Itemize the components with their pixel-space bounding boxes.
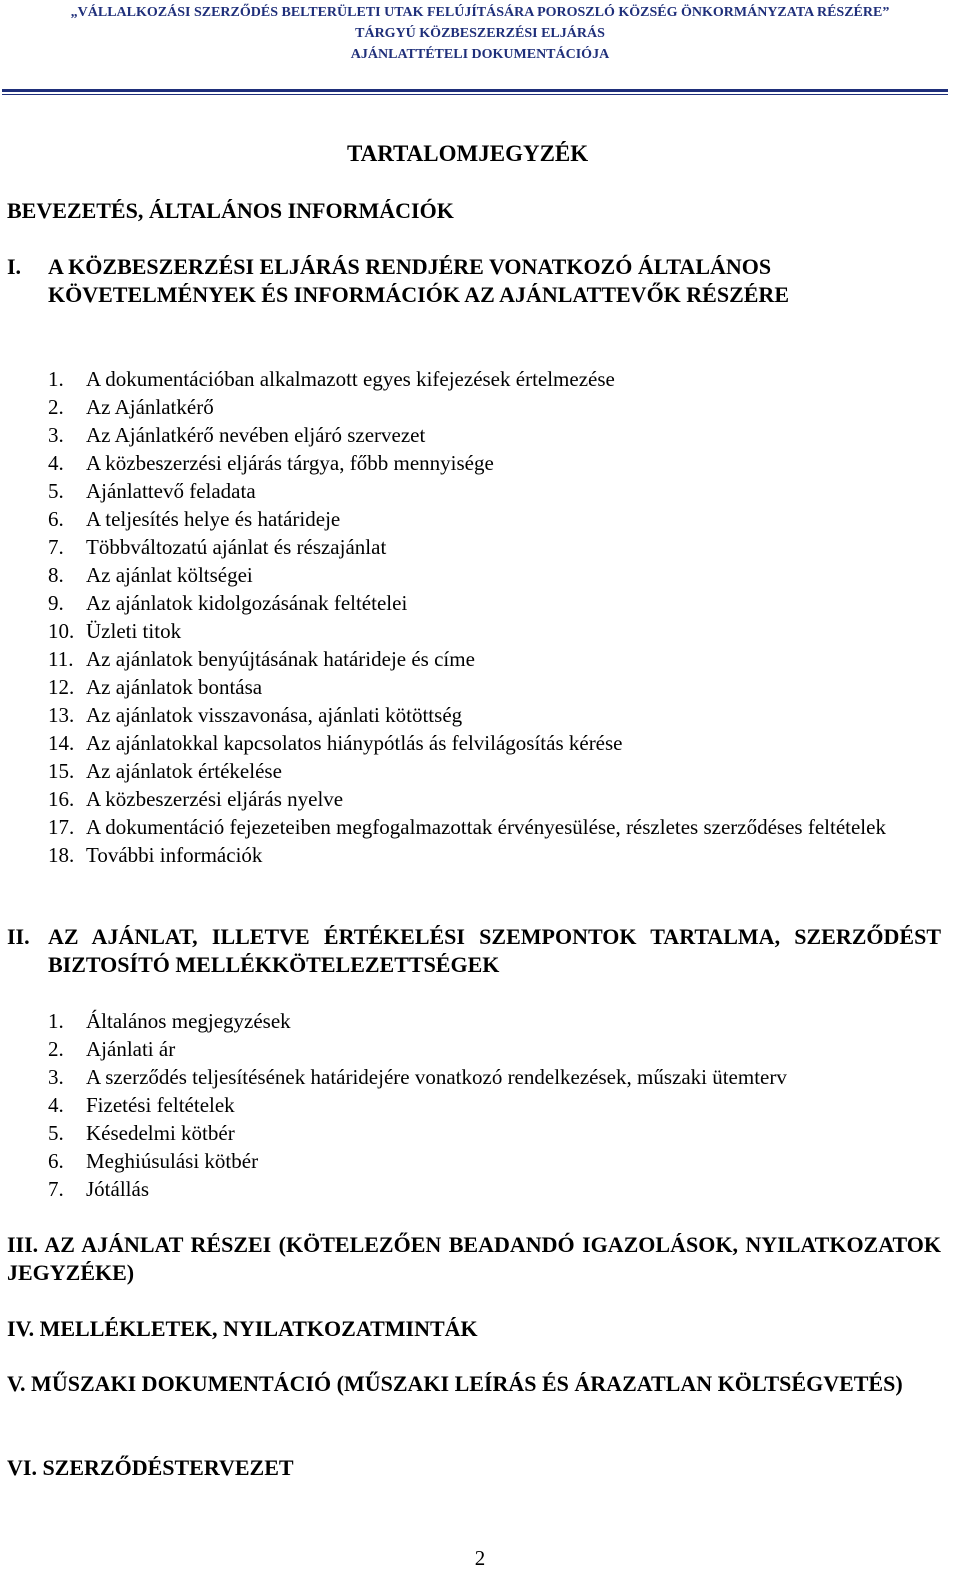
toc-item-text: A dokumentációban alkalmazott egyes kifejezések értelmezése <box>86 367 615 391</box>
section-number: II. <box>7 924 30 949</box>
toc-item-number: 4. <box>48 451 64 475</box>
toc-item-number: 15. <box>48 759 75 783</box>
section-number: I. <box>7 254 22 279</box>
toc-item <box>48 757 941 785</box>
toc-item <box>48 1147 941 1175</box>
toc-item-number: 11. <box>48 647 74 671</box>
toc-item-number: 12. <box>48 675 75 699</box>
toc-item-number: 16. <box>48 787 75 811</box>
toc-item-number: 17. <box>48 815 75 839</box>
header-line-3: AJÁNLATTÉTELI DOKUMENTÁCIÓJA <box>350 47 610 62</box>
toc-item <box>48 477 941 505</box>
toc-section-5-heading <box>7 1370 941 1398</box>
toc-item-text: Késedelmi kötbér <box>86 1121 235 1145</box>
toc-item-number: 13. <box>48 703 75 727</box>
toc-section-1-heading <box>7 253 941 309</box>
toc-item <box>48 617 941 645</box>
toc-item-number: 1. <box>48 1009 64 1033</box>
header-divider-thick <box>2 89 948 92</box>
toc-item-number: 14. <box>48 731 75 755</box>
document-header <box>0 0 960 65</box>
toc-item-number: 10. <box>48 619 75 643</box>
toc-item-text: A dokumentáció fejezeteiben megfogalmazottak érvényesülése, részletes szerződéses feltételek <box>86 815 886 839</box>
toc-item-number: 7. <box>48 535 64 559</box>
toc-section-2-list <box>48 1007 941 1203</box>
toc-item-number: 5. <box>48 1121 64 1145</box>
section-title: V. MŰSZAKI DOKUMENTÁCIÓ (MŰSZAKI LEÍRÁS ÉS ÁRAZATLAN KÖLTSÉGVETÉS) <box>7 1371 903 1396</box>
toc-item-text: Az ajánlat költségei <box>86 563 253 587</box>
toc-section-3-heading <box>7 1231 941 1287</box>
toc-item-number: 1. <box>48 367 64 391</box>
toc-item <box>48 785 941 813</box>
toc-item-number: 6. <box>48 507 64 531</box>
toc-item-text: Az ajánlatok bontása <box>86 675 263 699</box>
toc-item-text: Az ajánlatokkal kapcsolatos hiánypótlás ás felvilágosítás kérése <box>86 731 623 755</box>
header-line-1: „VÁLLALKOZÁSI SZERZŐDÉS BELTERÜLETI UTAK FELÚJÍTÁSÁRA POROSZLÓ KÖZSÉG ÖNKORMÁNYZATA RÉSZÉRE” <box>70 5 890 20</box>
toc-item-number: 6. <box>48 1149 64 1173</box>
toc-item <box>48 1119 941 1147</box>
section-title: III. AZ AJÁNLAT RÉSZEI (KÖTELEZŐEN BEADANDÓ IGAZOLÁSOK, NYILATKOZATOK JEGYZÉKE) <box>7 1232 941 1285</box>
toc-intro-heading: BEVEZETÉS, ÁLTALÁNOS INFORMÁCIÓK <box>7 198 454 223</box>
toc-item <box>48 533 941 561</box>
toc-item <box>48 505 941 533</box>
toc-item-number: 2. <box>48 395 64 419</box>
toc-item-number: 9. <box>48 591 64 615</box>
toc-item <box>48 393 941 421</box>
toc-item <box>48 1091 941 1119</box>
toc-section-6-heading: VI. SZERZŐDÉSTERVEZET <box>7 1455 294 1480</box>
header-line-2: TÁRGYÚ KÖZBESZERZÉSI ELJÁRÁS <box>355 26 605 41</box>
toc-item-text: Az ajánlatok kidolgozásának feltételei <box>86 591 408 615</box>
toc-item <box>48 561 941 589</box>
toc-item-number: 8. <box>48 563 64 587</box>
toc-item-text: A szerződés teljesítésének határidejére vonatkozó rendelkezések, műszaki ütemterv <box>86 1065 787 1089</box>
toc-item <box>48 673 941 701</box>
toc-item <box>48 589 941 617</box>
toc-item-number: 7. <box>48 1177 64 1201</box>
toc-item-number: 5. <box>48 479 64 503</box>
toc-item <box>48 841 941 869</box>
toc-item <box>48 729 941 757</box>
toc-item <box>48 421 941 449</box>
section-title: A KÖZBESZERZÉSI ELJÁRÁS RENDJÉRE VONATKOZÓ ÁLTALÁNOS KÖVETELMÉNYEK ÉS INFORMÁCIÓK AZ AJÁNLATTEVŐK RÉSZÉRE <box>48 254 789 307</box>
toc-item-text: A teljesítés helye és határideje <box>86 507 341 531</box>
toc-item <box>48 1063 941 1091</box>
toc-item-text: Az Ajánlatkérő nevében eljáró szervezet <box>86 423 426 447</box>
toc-item-number: 18. <box>48 843 75 867</box>
toc-item-text: Ajánlattevő feladata <box>86 479 256 503</box>
toc-item-text: A közbeszerzési eljárás tárgya, főbb mennyisége <box>86 451 494 475</box>
toc-item-text: Többváltozatú ajánlat és részajánlat <box>86 535 387 559</box>
section-title: AZ AJÁNLAT, ILLETVE ÉRTÉKELÉSI SZEMPONTOK TARTALMA, SZERZŐDÉST BIZTOSÍTÓ MELLÉKKÖTELEZETTSÉGEK <box>48 924 941 977</box>
toc-item <box>48 813 941 841</box>
toc-item-number: 3. <box>48 1065 64 1089</box>
toc-item <box>48 701 941 729</box>
toc-item <box>48 449 941 477</box>
toc-item-text: Jótállás <box>86 1177 149 1201</box>
toc-item-text: Általános megjegyzések <box>86 1009 291 1033</box>
toc-item-number: 2. <box>48 1037 64 1061</box>
page-title: TARTALOMJEGYZÉK <box>347 141 589 166</box>
toc-item <box>48 1175 941 1203</box>
toc-item <box>48 365 941 393</box>
toc-item-text: Üzleti titok <box>86 619 182 643</box>
toc-item-text: Az ajánlatok visszavonása, ajánlati kötöttség <box>86 703 463 727</box>
toc-item-text: Ajánlati ár <box>86 1037 176 1061</box>
toc-item-number: 3. <box>48 423 64 447</box>
toc-item-text: Meghiúsulási kötbér <box>86 1149 259 1173</box>
toc-item-text: Az ajánlatok benyújtásának határideje és címe <box>86 647 475 671</box>
toc-section-1-list <box>48 365 941 869</box>
page-number: 2 <box>474 1546 486 1570</box>
toc-section-4-heading: IV. MELLÉKLETEK, NYILATKOZATMINTÁK <box>7 1316 478 1341</box>
toc-section-2-heading <box>7 923 941 979</box>
toc-item-number: 4. <box>48 1093 64 1117</box>
toc-item-text: Az Ajánlatkérő <box>86 395 214 419</box>
toc-item <box>48 1007 941 1035</box>
toc-item <box>48 1035 941 1063</box>
toc-item <box>48 645 941 673</box>
toc-item-text: A közbeszerzési eljárás nyelve <box>86 787 344 811</box>
toc-item-text: További információk <box>86 843 263 867</box>
toc-item-text: Az ajánlatok értékelése <box>86 759 282 783</box>
toc-item-text: Fizetési feltételek <box>86 1093 235 1117</box>
header-divider-thin <box>2 94 948 95</box>
